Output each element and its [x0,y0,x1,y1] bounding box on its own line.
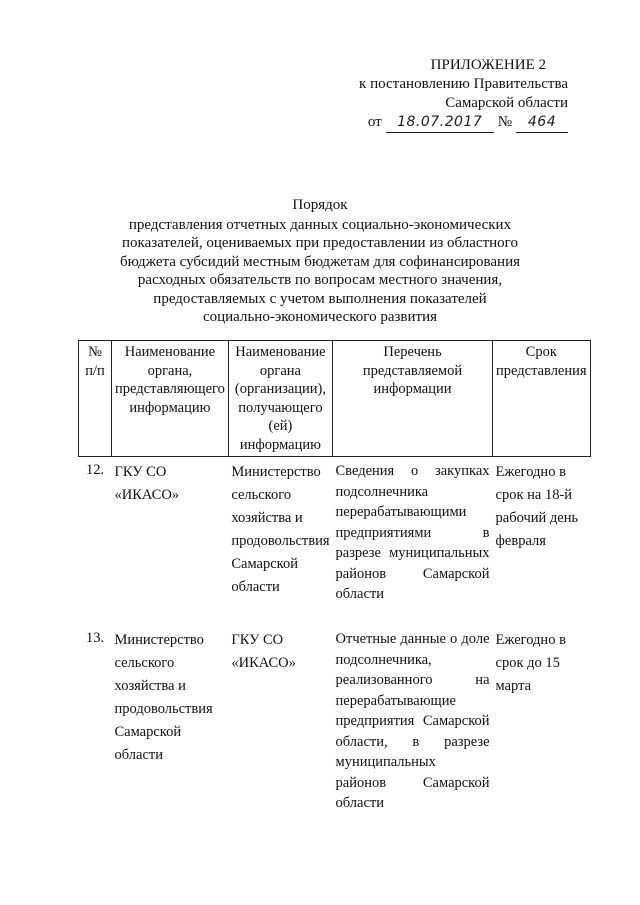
handwritten-number: 464 [516,113,568,133]
number-prefix: № [497,114,512,130]
header-deadline: Срок представления [493,341,591,457]
header-to: Наименование органа (организации), получающего (ей) информацию [228,341,332,457]
date-prefix: от [367,114,382,130]
row-info: Сведения о закупках подсолнечника перерабатывающими предприятиями в разрезе муниципальных районов Самарской области [335,463,490,602]
appendix-label: ПРИЛОЖЕНИЕ 2 [430,57,546,73]
title-line: представления отчетных данных социально-экономических [128,216,512,233]
title-line: бюджета субсидий местным бюджетам для софинансирования [119,253,520,270]
row-to: ГКУ СО «ИКАСО» [231,632,296,671]
document-title [100,196,540,327]
table-row [79,457,591,630]
row-deadline: Ежегодно в срок на 18-й рабочий день февраля [495,464,579,549]
title-line: расходных обязательств по вопросам местного значения, [137,272,503,288]
appendix-line2: к постановлению Правительства [359,76,568,92]
appendix-block [338,56,568,133]
appendix-date-line [338,113,568,133]
table-header-row [79,341,591,457]
row-deadline: Ежегодно в срок до 15 марта [495,632,566,694]
row-to: Министерство сельского хозяйства и продовольствия Самарской области [231,464,330,595]
row-info: Отчетные данные о доле подсолнечника, реализованного на перерабатывающие предприятия Самарской области, в разрезе муниципальных районов Самарской области [335,631,490,811]
report-table [78,340,591,814]
header-info: Перечень представляемой информации [333,341,493,457]
appendix-line3: Самарской области [445,95,568,111]
row-num: 13. [85,630,105,646]
row-from: Министерство сельского хозяйства и продовольствия Самарской области [114,632,213,763]
table-row [79,629,591,814]
title-line: предоставляемых с учетом выполнения показателей [153,290,487,307]
header-from: Наименование органа, представляющего информацию [112,341,229,457]
title-line: социально-экономического развития [202,309,438,325]
title-line: показателей, оцениваемых при предоставлении из областного [122,235,518,251]
title-heading: Порядок [292,197,348,213]
row-from: ГКУ СО «ИКАСО» [114,464,180,503]
handwritten-date: 18.07.2017 [386,113,494,133]
row-num: 12. [85,462,105,478]
header-num: № п/п [79,341,112,457]
